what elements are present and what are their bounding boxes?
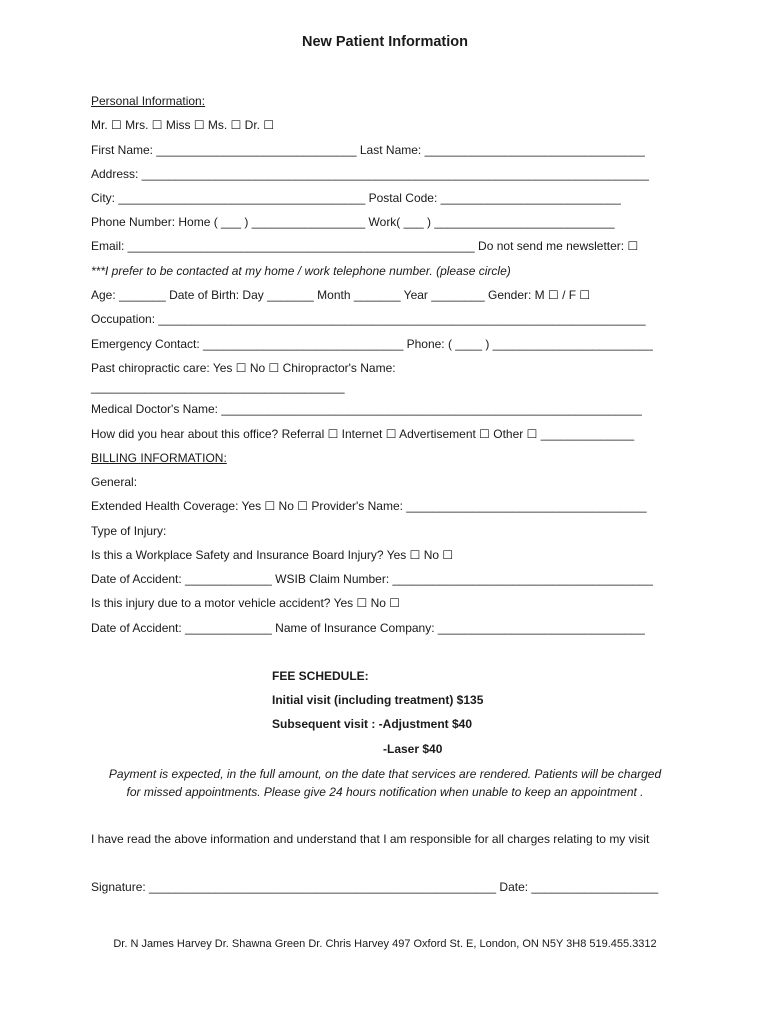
contact-preference-note: ***I prefer to be contacted at my home / work telephone number. (please circle) <box>91 264 511 278</box>
motor-vehicle-question[interactable]: Is this injury due to a motor vehicle accident? Yes ☐ No ☐ <box>91 596 401 610</box>
clinic-footer: Dr. N James Harvey Dr. Shawna Green Dr. Chris Harvey 497 Oxford St. E, London, ON N5Y 3H8 519.455.3312 <box>113 938 657 950</box>
email-field[interactable]: Email: ____________________________________________________ Do not send me newsletter: ☐ <box>91 239 639 253</box>
billing-general-label: General: <box>91 475 138 489</box>
billing-info-heading: BILLING INFORMATION: <box>91 451 227 465</box>
salutation-checkboxes[interactable]: Mr. ☐ Mrs. ☐ Miss ☐ Ms. ☐ Dr. ☐ <box>91 118 275 132</box>
wsib-accident-fields[interactable]: Date of Accident: _____________ WSIB Claim Number: _______________________________________ <box>91 572 653 586</box>
fee-laser: -Laser $40 <box>383 742 443 756</box>
signature-date-fields[interactable]: Signature: ____________________________________________________ Date: ___________________ <box>91 880 659 894</box>
address-field[interactable]: Address: ____________________________________________________________________________ <box>91 167 649 181</box>
name-fields[interactable]: First Name: ______________________________ Last Name: _________________________________ <box>91 143 645 157</box>
payment-note-line-2: for missed appointments. Please give 24 hours notification when unable to keep an appointment . <box>126 785 644 799</box>
fee-schedule-heading: FEE SCHEDULE: <box>272 669 369 683</box>
chiropractor-name-line[interactable]: ______________________________________ <box>91 380 345 394</box>
city-postal-fields[interactable]: City: _____________________________________ Postal Code: ___________________________ <box>91 191 621 205</box>
fee-initial-visit: Initial visit (including treatment) $135 <box>272 693 484 707</box>
payment-note-line-1: Payment is expected, in the full amount, on the date that services are rendered. Patients will be charged <box>108 767 662 781</box>
wsib-injury-question[interactable]: Is this a Workplace Safety and Insurance Board Injury? Yes ☐ No ☐ <box>91 548 454 562</box>
insurance-accident-fields[interactable]: Date of Accident: _____________ Name of Insurance Company: _______________________________ <box>91 621 645 635</box>
occupation-field[interactable]: Occupation: _________________________________________________________________________ <box>91 312 646 326</box>
injury-type-label: Type of Injury: <box>91 524 167 538</box>
extended-health-coverage-field[interactable]: Extended Health Coverage: Yes ☐ No ☐ Provider's Name: ____________________________________ <box>91 499 647 513</box>
acknowledgement-text: I have read the above information and understand that I am responsible for all charges relating to my visit <box>91 832 650 846</box>
chiropractic-care-question[interactable]: Past chiropractic care: Yes ☐ No ☐ Chiropractor's Name: <box>91 361 396 375</box>
page-title: New Patient Information <box>302 34 468 50</box>
referral-source-question[interactable]: How did you hear about this office? Referral ☐ Internet ☐ Advertisement ☐ Other ☐ ______________ <box>91 427 635 441</box>
medical-doctor-field[interactable]: Medical Doctor's Name: _______________________________________________________________ <box>91 402 642 416</box>
age-dob-gender-fields[interactable]: Age: _______ Date of Birth: Day _______ Month _______ Year ________ Gender: M ☐ / F ☐ <box>91 288 591 302</box>
emergency-contact-field[interactable]: Emergency Contact: ______________________________ Phone: ( ____ ) ________________________ <box>91 337 653 351</box>
phone-fields[interactable]: Phone Number: Home ( ___ ) _________________ Work( ___ ) ___________________________ <box>91 215 615 229</box>
fee-subsequent-visit: Subsequent visit : -Adjustment $40 <box>272 717 473 731</box>
personal-info-heading: Personal Information: <box>91 94 206 108</box>
